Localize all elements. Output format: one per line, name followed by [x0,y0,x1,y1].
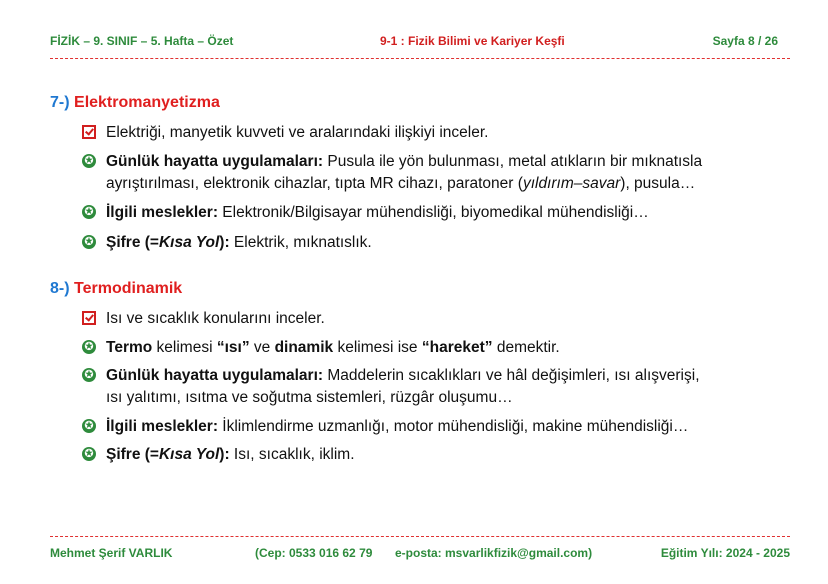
item-label: ): [219,234,230,251]
item-text [106,416,806,438]
item-label-italic: Kısa Yol [158,234,220,251]
star-badge-icon: ✪ [82,340,96,354]
item-label: İlgili meslekler: [106,418,218,435]
item-text-part: Elektronik/Bilgisayar mühendisliği, biyomedikal mühendisliği… [218,204,649,221]
item-text-part: ısı yalıtımı, ısıtma ve soğutma sistemleri, rüzgâr oluşumu… [106,389,513,406]
item-text-part: ayrıştırılması, elektronik cihazlar, tıpta MR cihazı, paratoner ( [106,175,523,192]
item-label: Şifre (= [106,446,159,463]
item-text [106,232,806,254]
section-heading: Elektromanyetizma [74,94,220,111]
term-bold: “ısı” [216,339,250,356]
footer-year: Eğitim Yılı: 2024 - 2025 [660,546,790,560]
item-text [106,337,806,359]
header-course: FİZİK – 9. SINIF – 5. Hafta – Özet [50,34,234,48]
header-page-number: Sayfa 8 / 26 [712,34,778,48]
footer-author: Mehmet Şerif VARLIK [50,546,173,560]
item-text-part: Elektrik, mıknatıslık. [229,234,372,251]
item-text: Isı ve sıcaklık konularını inceler. [106,310,325,327]
star-badge-icon: ✪ [82,368,96,382]
header-divider [50,58,790,59]
item-text-italic: yıldırım–savar [522,175,621,192]
page-footer [50,546,790,562]
star-badge-icon: ✪ [82,419,96,433]
item-text [106,365,806,409]
footer-phone: (Cep: 0533 016 62 79 [255,546,373,560]
item-label: Günlük hayatta uygulamaları: [106,367,324,384]
footer-email: e-posta: msvarlikfizik@gmail.com) [395,546,593,560]
item-text-part: demektir. [492,339,560,356]
star-badge-icon: ✪ [82,235,96,249]
section-heading: Termodinamik [74,280,183,297]
item-label: ): [219,446,230,463]
star-badge-icon: ✪ [82,154,96,168]
page-header [50,34,790,50]
item-label: Şifre (= [106,234,159,251]
checked-box-icon [82,311,96,325]
item-label: İlgili meslekler: [106,204,218,221]
term-bold: Termo [106,339,153,356]
header-topic: 9-1 : Fizik Bilimi ve Kariyer Keşfi [380,34,565,48]
checked-box-icon [82,125,96,139]
term-bold: dinamik [274,339,334,356]
item-text [106,202,806,224]
item-text-part: Isı, sıcaklık, iklim. [229,446,355,463]
section-number: 7-) [50,94,70,111]
footer-divider [50,536,790,537]
star-badge-icon: ✪ [82,205,96,219]
item-text-part: ve [249,339,275,356]
section-title-thermodynamics [50,280,182,298]
item-text-part: kelimesi ise [333,339,422,356]
item-text-part: ), pusula… [620,175,696,192]
item-text-part: Pusula ile yön bulunması, metal atıkların bir mıknatısla [323,153,703,170]
star-badge-icon: ✪ [82,447,96,461]
section-number: 8-) [50,280,70,297]
item-text-part: İklimlendirme uzmanlığı, motor mühendisliği, makine mühendisliği… [218,418,689,435]
item-label-italic: Kısa Yol [158,446,220,463]
item-text: Elektriği, manyetik kuvveti ve aralarındaki ilişkiyi inceler. [106,124,489,141]
item-text [106,151,806,195]
item-label: Günlük hayatta uygulamaları: [106,153,324,170]
term-bold: “hareket” [421,339,493,356]
section-title-electromagnetism [50,94,220,112]
item-text [106,444,806,466]
item-text-part: kelimesi [152,339,217,356]
item-text-part: Maddelerin sıcaklıkları ve hâl değişimleri, ısı alışverişi, [323,367,700,384]
